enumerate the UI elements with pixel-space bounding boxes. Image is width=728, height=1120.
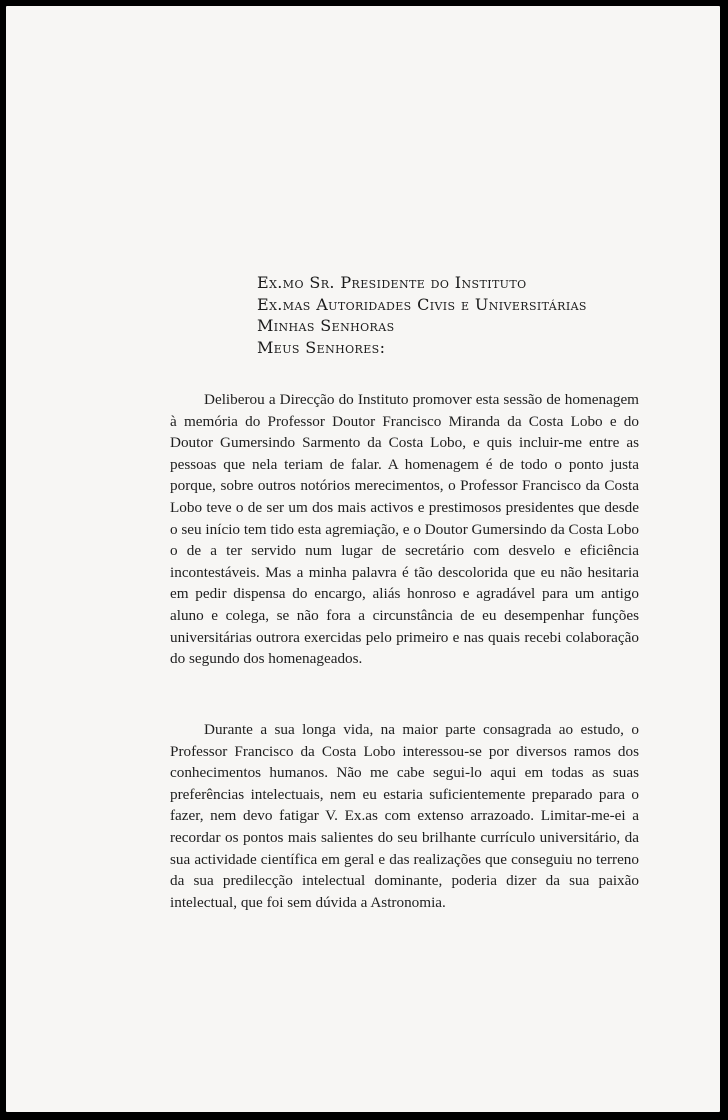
salutation-line-authorities: Ex.mas Autoridades Civis e Universitárias <box>257 294 587 314</box>
salutation-block <box>257 272 587 358</box>
salutation-line-ladies: Minhas Senhoras <box>257 316 395 335</box>
salutation-line-gentlemen: Meus Senhores: <box>257 337 386 357</box>
paragraph-career: Durante a sua longa vida, na maior parte consagrada ao estudo, o Professor Francisco da Costa Lobo interessou-se por diversos ramos dos conhecimentos humanos. Não me cabe segui-lo aqui em todas as suas preferências intelectuais, nem eu estaria suficientemente preparado para o fazer, nem devo fatigar V. Ex.as com extenso arrazoado. Limitar-me-ei a recordar os pontos mais salientes do seu brilhante currículo universitário, da sua actividade científica em geral e das realizações que conseguiu no terreno da sua predilecção intelectual dominante, poderia dizer da sua paixão intelectual, que foi sem dúvida a Astronomia. <box>170 721 639 911</box>
paragraph-homage: Deliberou a Direcção do Instituto promover esta sessão de homenagem à memória do Professor Doutor Francisco Miranda da Costa Lobo e do Doutor Gumersindo Sarmento da Costa Lobo, e quis incluir-me entre as pessoas que nela teriam de falar. A homenagem é de todo o ponto justa porque, sobre outros notórios merecimentos, o Professor Francisco da Costa Lobo teve o de ser um dos mais activos e prestimosos presidentes que desde o seu início tem tido esta agremiação, e o Doutor Gumersindo da Costa Lobo o de a ter servido num lugar de secretário com desvelo e eficiência incontestáveis. Mas a minha palavra é tão descolorida que eu não hesitaria em pedir dispensa do encargo, aliás honroso e agradável para um antigo aluno e colega, se não fora a circunstância de eu desempenhar funções universitárias outrora exercidas pelo primeiro e nas quais recebi colaboração do segundo dos homenageados. <box>170 391 640 668</box>
salutation-line-president: Ex.mo Sr. Presidente do Instituto <box>257 273 527 292</box>
